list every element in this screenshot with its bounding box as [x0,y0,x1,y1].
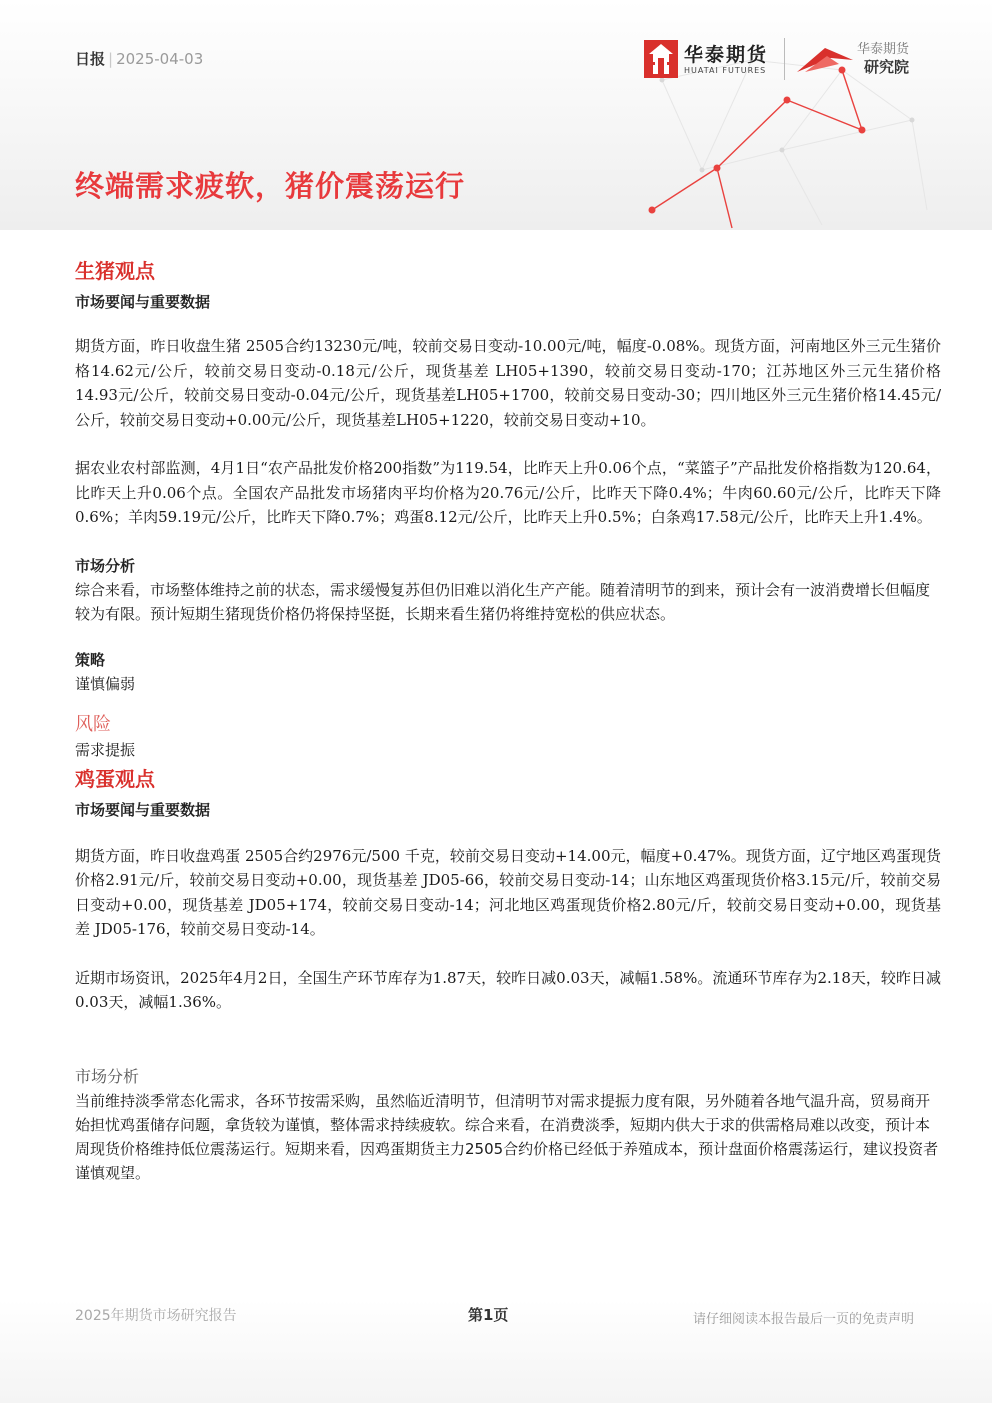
brand-name-cn: 华泰期货 [684,43,769,66]
egg-section-title: 鸡蛋观点 [75,766,155,791]
egg-inventory-paragraph: 近期市场资讯，2025年4月2日，全国生产环节库存为1.87天，较昨日减0.03天，减幅1.58%。流通环节库存为2.18天，较昨日减0.03天，减幅1.36%。 [75,968,941,1011]
hog-strategy-text: 谨慎偏弱 [75,674,136,693]
report-date: 2025-04-03 [116,50,204,68]
network-mesh-decoration [642,60,932,230]
institute-name-line1: 华泰期货 [857,42,910,57]
hog-section-title: 生猪观点 [75,259,155,283]
separator: | [108,50,114,68]
hog-analysis-heading: 市场分析 [75,556,136,575]
report-body [75,254,941,1185]
footer-disclaimer-note: 请仔细阅读本报告最后一页的免责声明 [692,1312,914,1327]
institute-name-line2: 研究院 [864,58,910,76]
footer-report-name: 2025年期货市场研究报告 [75,1308,237,1324]
hog-risk-text: 需求提振 [75,740,136,759]
huatai-logo-icon [644,40,678,78]
brand-header [644,38,909,80]
hog-market-paragraph: 据农业农村部监测，4月1日“农产品批发价格200指数”为119.54，比昨天上升0.06个点，“菜篮子”产品批发价格指数为120.64，比昨天上升0.06个点。全国农产品批发市场猪肉平均价格为20.76元/公斤，比昨天下降0.4%；牛肉60.60元/公斤，比昨天下降0.6%；羊肉59.19元/公斤，比昨天下降0.7%；鸡蛋8.12元/公斤，比昨天上升0.5%；白条鸡17.58元/公斤，比昨天上升1.4%。 [75,459,941,526]
hog-risk-heading: 风险 [75,713,111,735]
brand-divider [784,38,785,80]
hog-strategy-heading: 策略 [75,650,106,669]
hog-news-heading: 市场要闻与重要数据 [75,293,211,311]
doc-type-line [75,48,203,69]
hog-analysis-text: 综合来看，市场整体维持之前的状态，需求缓慢复苏但仍旧难以消化生产产能。随着清明节的到来，预计会有一波消费增长但幅度较为有限。预计短期生猪现货价格仍将保持坚挺，长期来看生猪仍将维持宽松的供应状态。 [75,580,931,623]
report-title: 终端需求疲软，猪价震荡运行 [75,169,466,203]
doc-type: 日报 [75,50,106,68]
hog-futures-paragraph: 期货方面，昨日收盘生猪 2505合约13230元/吨，较前交易日变动-10.00元/吨，幅度-0.08%。现货方面，河南地区外三元生猪价格14.62元/公斤，较前交易日变动-0.18元/公斤，现货基差 LH05+1390，较前交易日变动-170；江苏地区外三元生猪价格 14.93元/公斤，较前交易日变动-0.04元/公斤，现货基差LH05+1700，较前交易日变动-30；四川地区外三元生猪价格14.45元/公斤，较前交易日变动+0.00元/公斤，现货基差LH05+1220，较前交易日变动+10。 [75,337,941,429]
page-number: 第1页 [468,1306,509,1324]
egg-news-heading: 市场要闻与重要数据 [75,800,211,819]
egg-futures-paragraph: 期货方面，昨日收盘鸡蛋 2505合约2976元/500 千克，较前交易日变动+14.00元，幅度+0.47%。现货方面，辽宁地区鸡蛋现货价格2.91元/斤，较前交易日变动+0.00，现货基差 JD05-66，较前交易日变动-14；山东地区鸡蛋现货价格3.15元/斤，较前交易日变动+0.00，现货基差 JD05+174，较前交易日变动-14；河北地区鸡蛋现货价格2.80元/斤，较前交易日变动+0.00，现货基差 JD05-176，较前交易日变动-14。 [75,846,941,938]
egg-analysis-text: 当前维持淡季常态化需求，各环节按需采购，虽然临近清明节，但清明节对需求提振力度有限，另外随着各地气温升高，贸易商开始担忧鸡蛋储存问题，拿货较为谨慎，整体需求持续疲软。综合来看，在消费淡季，短期内供大于求的供需格局难以改变，预计本周现货价格维持低位震荡运行。短期来看，因鸡蛋期货主力2505合约价格已经低于养殖成本，预计盘面价格震荡运行，建议投资者谨慎观望。 [75,1091,939,1182]
egg-analysis-heading: 市场分析 [75,1066,140,1086]
brand-name-en: HUATAI FUTURES [684,65,767,75]
institute-logo-icon [795,44,855,74]
